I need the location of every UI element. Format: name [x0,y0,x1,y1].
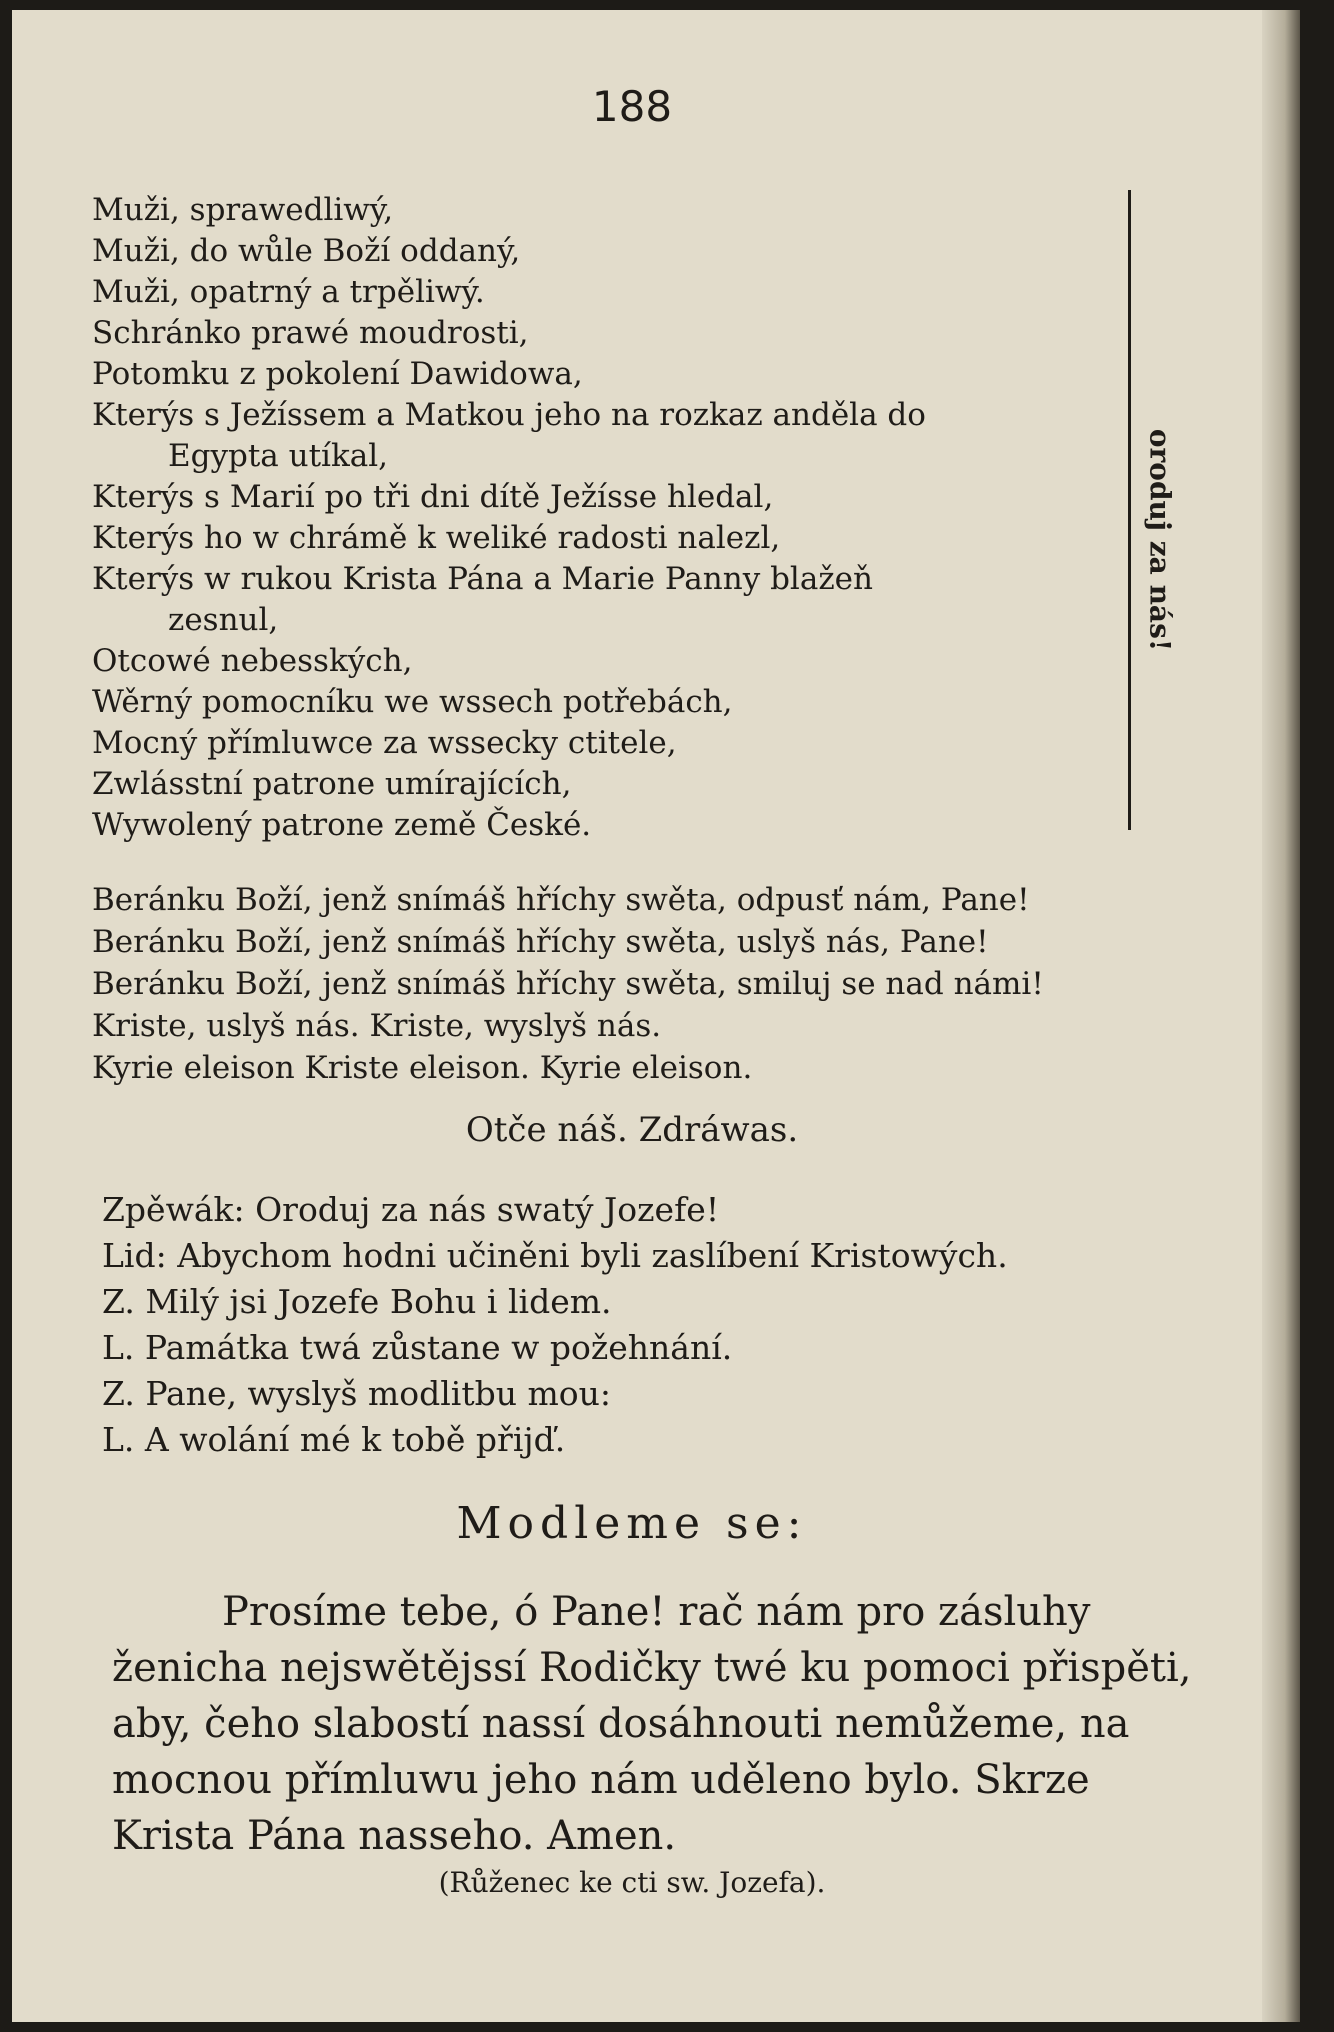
litany-line: Kterýs s Marií po tři dni dítě Ježísse hledal, [92,479,774,515]
prayer-line: Prosíme tebe, ó Pane! rač nám pro zásluhy [222,1589,1091,1635]
litany-bracket [1122,190,1131,830]
prayer-heading: Otče náš. Zdráwas. [465,1110,799,1150]
dialog-line: L. Památka twá zůstane w požehnání. [102,1328,733,1367]
litany-line: Kyrie eleison Kriste eleison. Kyrie eleison. [92,1050,753,1086]
dialog-line: Zpěwák: Oroduj za nás swatý Jozefe! [102,1190,720,1229]
litany-line: Zwlásstní patrone umírajících, [92,766,572,802]
side-response-text: oroduj za nás! [1143,428,1177,652]
prayer-body [112,1584,1222,1864]
litany-line: Beránku Boží, jenž snímáš hříchy swěta, uslyš nás, Pane! [92,924,989,960]
prayer-line: Krista Pána nasseho. Amen. [112,1813,677,1859]
litany-line: Kterýs ho w chrámě k weliké radosti nalezl, [92,520,781,556]
litany-line: Schránko prawé moudrosti, [92,315,529,351]
prayer-line: mocnou přímluwu jeho nám uděleno bylo. Skrze [112,1757,1090,1803]
litany-line: Otcowé nebesských, [92,643,413,679]
litany-line: Wěrný pomocníku we wssech potřebách, [92,684,733,720]
litany-line: Kriste, uslyš nás. Kriste, wyslyš nás. [92,1008,662,1044]
dialog-line: L. A wolání mé k tobě přijď. [102,1420,566,1459]
dialog-line: Z. Pane, wyslyš modlitbu mou: [102,1374,611,1413]
side-response [1140,390,1180,690]
litany-line: Beránku Boží, jenž snímáš hříchy swěta, smiluj se nad námi! [92,966,1044,1002]
source-note: (Růženec ke cti sw. Jozefa). [438,1866,826,1899]
litany-line: Mocný přímluwce za wssecky ctitele, [92,725,677,761]
prayer-line: ženicha nejswětějssí Rodičky twé ku pomoci přispěti, [112,1645,1192,1691]
dialog-line: Z. Milý jsi Jozefe Bohu i lidem. [102,1282,612,1321]
book-page [12,10,1300,2022]
litany-line: Kterýs w rukou Krista Pána a Marie Panny blažeň [92,561,873,597]
litany-line: Muži, do wůle Boží oddaný, [92,233,521,269]
page-edge-shadow [1262,10,1300,2022]
litany-line: Wywolený patrone země České. [92,807,592,843]
litany-line: Muži, sprawedliwý, [92,192,394,228]
dialog-line: Lid: Abychom hodni učiněni byli zaslíbení Kristowých. [102,1236,1008,1275]
litany-line: Muži, opatrný a trpěliwý. [92,274,485,310]
litany-line: Egypta utíkal, [168,438,388,474]
prayer-line: aby, čeho slabostí nassí dosáhnouti nemůžeme, na [112,1701,1130,1747]
litany-line: Kterýs s Ježíssem a Matkou jeho na rozkaz anděla do [92,397,926,433]
litany-line: Beránku Boží, jenž snímáš hříchy swěta, odpusť nám, Pane! [92,882,1030,918]
page-number: 188 [591,82,673,131]
litany-line: Potomku z pokolení Dawidowa, [92,356,583,392]
section-title: Modleme se: [456,1498,808,1549]
litany-line: zesnul, [168,602,279,638]
